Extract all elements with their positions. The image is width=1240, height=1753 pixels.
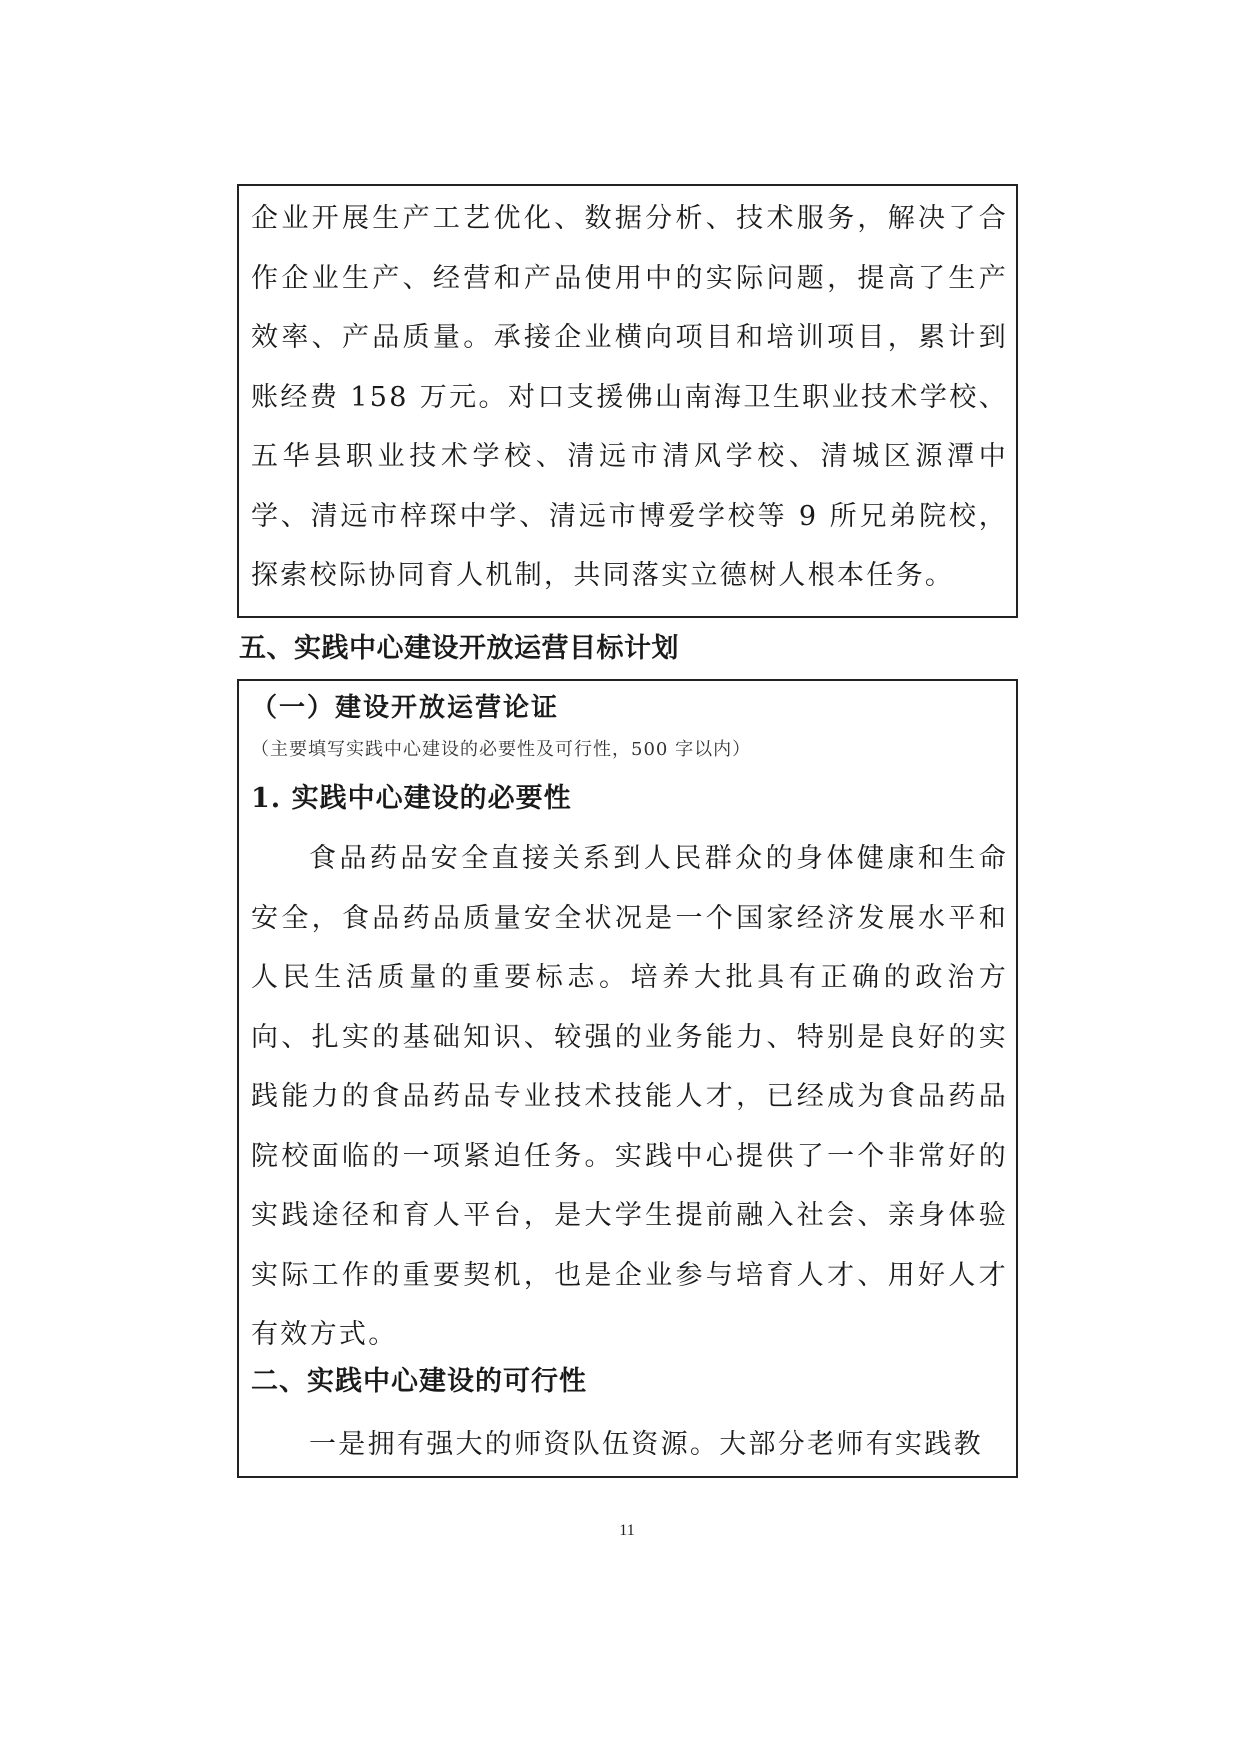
- construction-box: [237, 679, 1018, 1478]
- feasibility-heading: 二、实践中心建设的可行性: [251, 1366, 587, 1397]
- necessity-paragraph: 食品药品安全直接关系到人民群众的身体健康和生命安全，食品药品质量安全状况是一个国家经济发展水平和人民生活质量的重要标志。培养大批具有正确的政治方向、扎实的基础知识、较强的业务能力、特别是良好的实践能力的食品药品专业技术技能人才，已经成为食品药品院校面临的一项紧迫任务。实践中心提供了一个非常好的实践途径和育人平台，是大学生提前融入社会、亲身体验实际工作的重要契机，也是企业参与培育人才、用好人才有效方式。: [251, 843, 1008, 1350]
- feasibility-paragraph: 一是拥有强大的师资队伍资源。大部分老师有实践教: [309, 1429, 983, 1460]
- construction-heading: （一）建设开放运营论证: [251, 693, 560, 723]
- fill-instruction-note: （主要填写实践中心建设的必要性及可行性，500 字以内）: [251, 739, 752, 760]
- section-title: 五、实践中心建设开放运营目标计划: [239, 633, 679, 664]
- cooperation-paragraph: 企业开展生产工艺优化、数据分析、技术服务，解决了合作企业生产、经营和产品使用中的实际问题，提高了生产效率、产品质量。承接企业横向项目和培训项目，累计到账经费 158 万元。对口支援佛山南海卫生职业技术学校、五华县职业技术学校、清远市清风学校、清城区源潭中学、清远市梓琛中学、清远市博爱学校等 9 所兄弟院校，探索校际协同育人机制，共同落实立德树人根本任务。: [251, 203, 1008, 591]
- necessity-heading: 1. 实践中心建设的必要性: [251, 783, 572, 814]
- top-text-box: [237, 184, 1018, 618]
- page-number: 11: [619, 1522, 635, 1539]
